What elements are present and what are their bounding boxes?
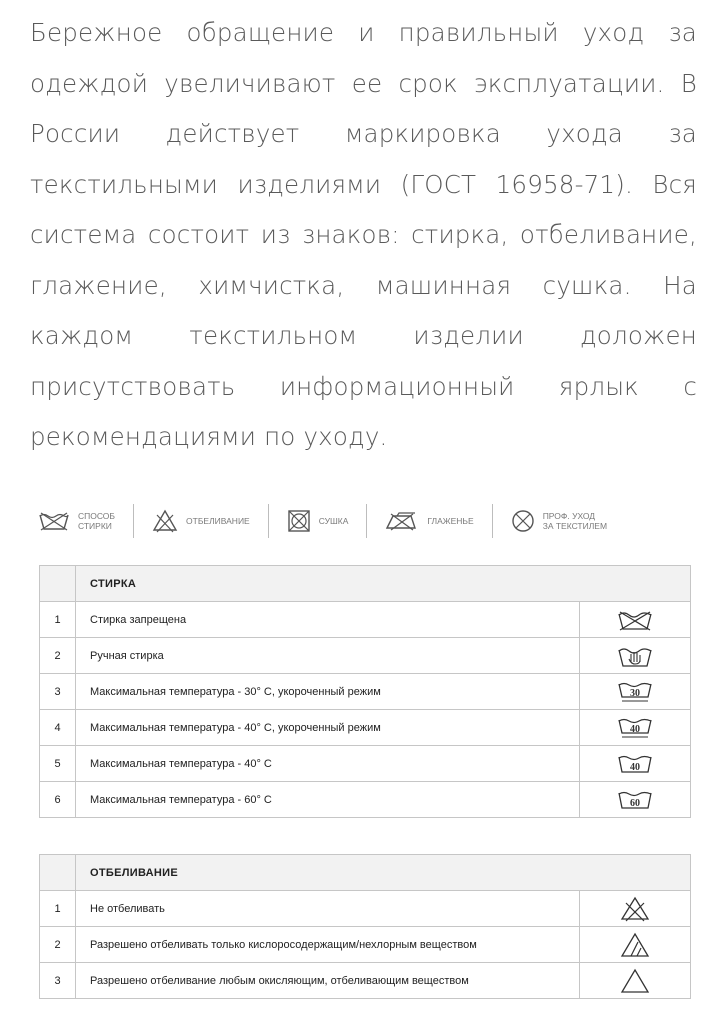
row-number: 5: [40, 746, 76, 782]
row-icon-cell: [580, 927, 691, 963]
row-description: Максимальная температура - 40° С, укороченный режим: [76, 710, 580, 746]
wash-temperature: 40: [630, 723, 640, 735]
table-row: [40, 710, 691, 746]
table-row: [40, 891, 691, 927]
legend-label: ПРОФ. УХОД ЗА ТЕКСТИЛЕМ: [542, 511, 608, 531]
table-row: [40, 927, 691, 963]
row-icon-cell: [580, 674, 691, 710]
table-row: [40, 746, 691, 782]
row-number: 2: [40, 638, 76, 674]
row-icon-cell: [580, 782, 691, 818]
wash-temperature: 30: [630, 687, 640, 699]
legend-item-professional-care: [511, 502, 607, 540]
row-description: Стирка запрещена: [76, 602, 580, 638]
table-row: [40, 963, 691, 999]
row-number: 3: [40, 963, 76, 999]
row-description: Ручная стирка: [76, 638, 580, 674]
washing-table-title: СТИРКА: [90, 577, 137, 590]
bleaching-table-title: ОТБЕЛИВАНИЕ: [90, 866, 178, 879]
row-description: Максимальная температура - 60° С: [76, 782, 580, 818]
row-description: Разрешено отбеливание любым окисляющим, отбеливающим веществом: [76, 963, 580, 999]
row-number: 6: [40, 782, 76, 818]
bleaching-table: [39, 854, 691, 999]
row-number: 2: [40, 927, 76, 963]
legend-label: СПОСОБ СТИРКИ: [78, 511, 116, 531]
legend-item-ironing: [385, 502, 473, 540]
legend-item-bleaching: [152, 502, 250, 540]
legend-label: СУШКА: [318, 516, 349, 526]
wash-60-icon: [617, 788, 653, 812]
oxygen-bleach-icon: [620, 932, 650, 958]
row-icon-cell: [580, 638, 691, 674]
legend-label: ГЛАЖЕНЬЕ: [427, 516, 474, 526]
row-icon-cell: [580, 746, 691, 782]
row-description: Максимальная температура - 40° С: [76, 746, 580, 782]
header-num-cell: [40, 566, 76, 602]
table-title: [76, 855, 691, 891]
table-row: [40, 674, 691, 710]
table-row: [40, 638, 691, 674]
wash-40-gentle-icon: [617, 716, 653, 740]
header-num-cell: [40, 855, 76, 891]
washing-tub-icon: [38, 511, 70, 531]
wash-temperature: 40: [630, 761, 640, 773]
legend-label: ОТБЕЛИВАНИЕ: [186, 516, 250, 526]
row-icon-cell: [580, 891, 691, 927]
table-row: [40, 602, 691, 638]
wash-30-gentle-icon: [617, 680, 653, 704]
washing-table: [39, 565, 691, 818]
any-bleach-icon: [620, 968, 650, 994]
row-icon-cell: [580, 710, 691, 746]
legend-divider: [492, 504, 493, 538]
row-description: Максимальная температура - 30° С, укороченный режим: [76, 674, 580, 710]
wash-temperature: 60: [630, 797, 640, 809]
row-number: 1: [40, 891, 76, 927]
table-title: [76, 566, 691, 602]
legend-divider: [366, 504, 367, 538]
legend-divider: [133, 504, 134, 538]
hand-wash-icon: [617, 644, 653, 668]
iron-icon: [385, 511, 419, 531]
dryer-square-icon: [287, 509, 311, 533]
wash-40-icon: [617, 752, 653, 776]
no-wash-icon: [617, 609, 653, 631]
care-symbols-legend: [38, 502, 696, 540]
row-icon-cell: [580, 602, 691, 638]
no-bleach-icon: [620, 896, 650, 922]
legend-item-washing: [38, 502, 115, 540]
legend-item-drying: [287, 502, 349, 540]
intro-paragraph: Бережное обращение и правильный уход за одеждой увеличивают ее срок эксплуатации. В России действует маркировка ухода за текстильными изделиями (ГОСТ 16958-71). Вся система состоит из знаков: стирка, отбеливание, глажение, химчистка, машинная сушка. На каждом текстильном изделии доложен присутствовать информационный ярлык с рекомендациями по уходу.: [30, 18, 697, 451]
row-number: 1: [40, 602, 76, 638]
legend-divider: [268, 504, 269, 538]
bleach-triangle-icon: [152, 509, 178, 533]
table-row: [40, 782, 691, 818]
row-description: Разрешено отбеливать только кислоросодержащим/нехлорным веществом: [76, 927, 580, 963]
table-header-row: [40, 566, 691, 602]
row-icon-cell: [580, 963, 691, 999]
table-header-row: [40, 855, 691, 891]
row-number: 3: [40, 674, 76, 710]
row-number: 4: [40, 710, 76, 746]
row-description: Не отбеливать: [76, 891, 580, 927]
professional-care-circle-icon: [511, 509, 535, 533]
